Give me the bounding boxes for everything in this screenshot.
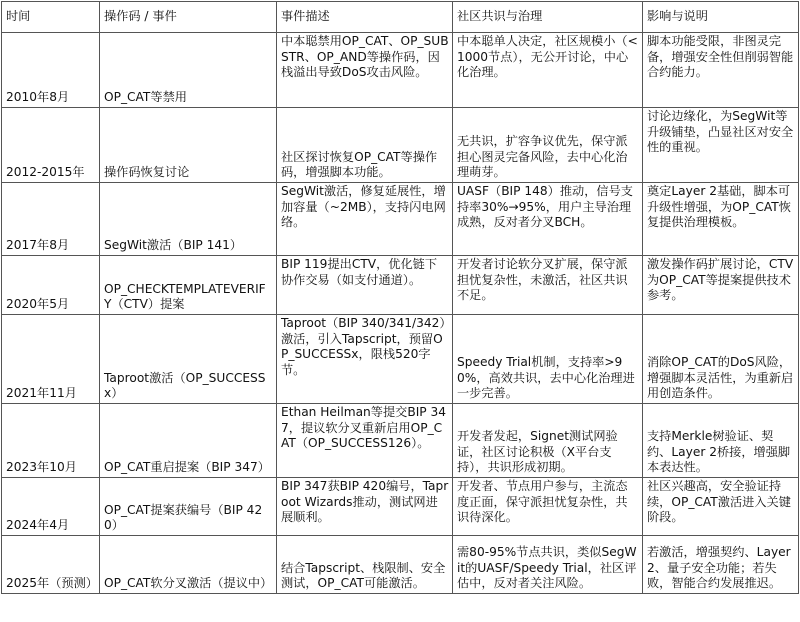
cell-impact: 支持Merkle树验证、契约、Layer 2桥接，增强脚本表达性。 bbox=[643, 404, 799, 478]
header-description: 事件描述 bbox=[277, 2, 453, 33]
header-impact: 影响与说明 bbox=[643, 2, 799, 33]
table-row bbox=[2, 108, 799, 183]
cell-event: Taproot激活（OP_SUCCESSx） bbox=[100, 315, 277, 404]
header-consensus: 社区共识与治理 bbox=[453, 2, 643, 33]
cell-consensus: UASF（BIP 148）推动，信号支持率30%→95%，用户主导治理成熟，反对者分叉BCH。 bbox=[453, 183, 643, 256]
cell-description: 社区探讨恢复OP_CAT等操作码，增强脚本功能。 bbox=[277, 108, 453, 183]
table-row bbox=[2, 256, 799, 315]
cell-event: OP_CAT提案获编号（BIP 420） bbox=[100, 478, 277, 536]
table-row bbox=[2, 404, 799, 478]
cell-description: BIP 119提出CTV，优化链下协作交易（如支付通道）。 bbox=[277, 256, 453, 315]
cell-consensus: 开发者讨论软分叉扩展，保守派担忧复杂性，未激活，社区共识不足。 bbox=[453, 256, 643, 315]
cell-time: 2024年4月 bbox=[2, 478, 100, 536]
cell-event: SegWit激活（BIP 141） bbox=[100, 183, 277, 256]
cell-impact: 若激活，增强契约、Layer 2、量子安全功能；若失败，智能合约发展推迟。 bbox=[643, 536, 799, 594]
cell-consensus: 开发者发起，Signet测试网验证，社区讨论积极（X平台支持），共识形成初期。 bbox=[453, 404, 643, 478]
cell-impact: 脚本功能受限，非图灵完备，增强安全性但削弱智能合约能力。 bbox=[643, 33, 799, 108]
cell-time: 2020年5月 bbox=[2, 256, 100, 315]
cell-impact: 消除OP_CAT的DoS风险，增强脚本灵活性，为重新启用创造条件。 bbox=[643, 315, 799, 404]
opcode-history-table bbox=[1, 1, 799, 594]
cell-description: SegWit激活，修复延展性，增加容量（~2MB），支持闪电网络。 bbox=[277, 183, 453, 256]
cell-impact: 激发操作码扩展讨论，CTV为OP_CAT等提案提供技术参考。 bbox=[643, 256, 799, 315]
cell-time: 2021年11月 bbox=[2, 315, 100, 404]
table-row bbox=[2, 33, 799, 108]
cell-consensus: 开发者、节点用户参与，主流态度正面，保守派担忧复杂性，共识待深化。 bbox=[453, 478, 643, 536]
cell-event: OP_CAT重启提案（BIP 347） bbox=[100, 404, 277, 478]
cell-consensus: Speedy Trial机制，支持率>90%，高效共识，去中心化治理进一步完善。 bbox=[453, 315, 643, 404]
cell-consensus: 需80-95%节点共识，类似SegWit的UASF/Speedy Trial，社区评估中，反对者关注风险。 bbox=[453, 536, 643, 594]
cell-impact: 奠定Layer 2基础，脚本可升级性增强，为OP_CAT恢复提供治理模板。 bbox=[643, 183, 799, 256]
cell-time: 2025年（预测） bbox=[2, 536, 100, 594]
cell-description: 结合Tapscript、栈限制、安全测试，OP_CAT可能激活。 bbox=[277, 536, 453, 594]
cell-impact: 社区兴趣高，安全验证持续，OP_CAT激活进入关键阶段。 bbox=[643, 478, 799, 536]
cell-time: 2012-2015年 bbox=[2, 108, 100, 183]
cell-time: 2010年8月 bbox=[2, 33, 100, 108]
cell-description: 中本聪禁用OP_CAT、OP_SUBSTR、OP_AND等操作码，因栈溢出导致DoS攻击风险。 bbox=[277, 33, 453, 108]
table-header-row bbox=[2, 2, 799, 33]
cell-impact: 讨论边缘化，为SegWit等升级铺垫，凸显社区对安全性的重视。 bbox=[643, 108, 799, 183]
table-row bbox=[2, 315, 799, 404]
table-row bbox=[2, 183, 799, 256]
cell-event: OP_CAT等禁用 bbox=[100, 33, 277, 108]
cell-consensus: 无共识，扩容争议优先，保守派担心图灵完备风险，去中心化治理萌芽。 bbox=[453, 108, 643, 183]
cell-consensus: 中本聪单人决定，社区规模小（<1000节点），无公开讨论，中心化治理。 bbox=[453, 33, 643, 108]
cell-time: 2023年10月 bbox=[2, 404, 100, 478]
cell-event: OP_CAT软分叉激活（提议中） bbox=[100, 536, 277, 594]
table-row bbox=[2, 536, 799, 594]
cell-event: OP_CHECKTEMPLATEVERIFY（CTV）提案 bbox=[100, 256, 277, 315]
cell-description: Ethan Heilman等提交BIP 347，提议软分叉重新启用OP_CAT（OP_SUCCESS126）。 bbox=[277, 404, 453, 478]
cell-event: 操作码恢复讨论 bbox=[100, 108, 277, 183]
cell-description: BIP 347获BIP 420编号，Taproot Wizards推动，测试网进展顺利。 bbox=[277, 478, 453, 536]
table-row bbox=[2, 478, 799, 536]
cell-description: Taproot（BIP 340/341/342）激活，引入Tapscript，预留OP_SUCCESSx，限栈520字节。 bbox=[277, 315, 453, 404]
header-time: 时间 bbox=[2, 2, 100, 33]
cell-time: 2017年8月 bbox=[2, 183, 100, 256]
header-event: 操作码 / 事件 bbox=[100, 2, 277, 33]
